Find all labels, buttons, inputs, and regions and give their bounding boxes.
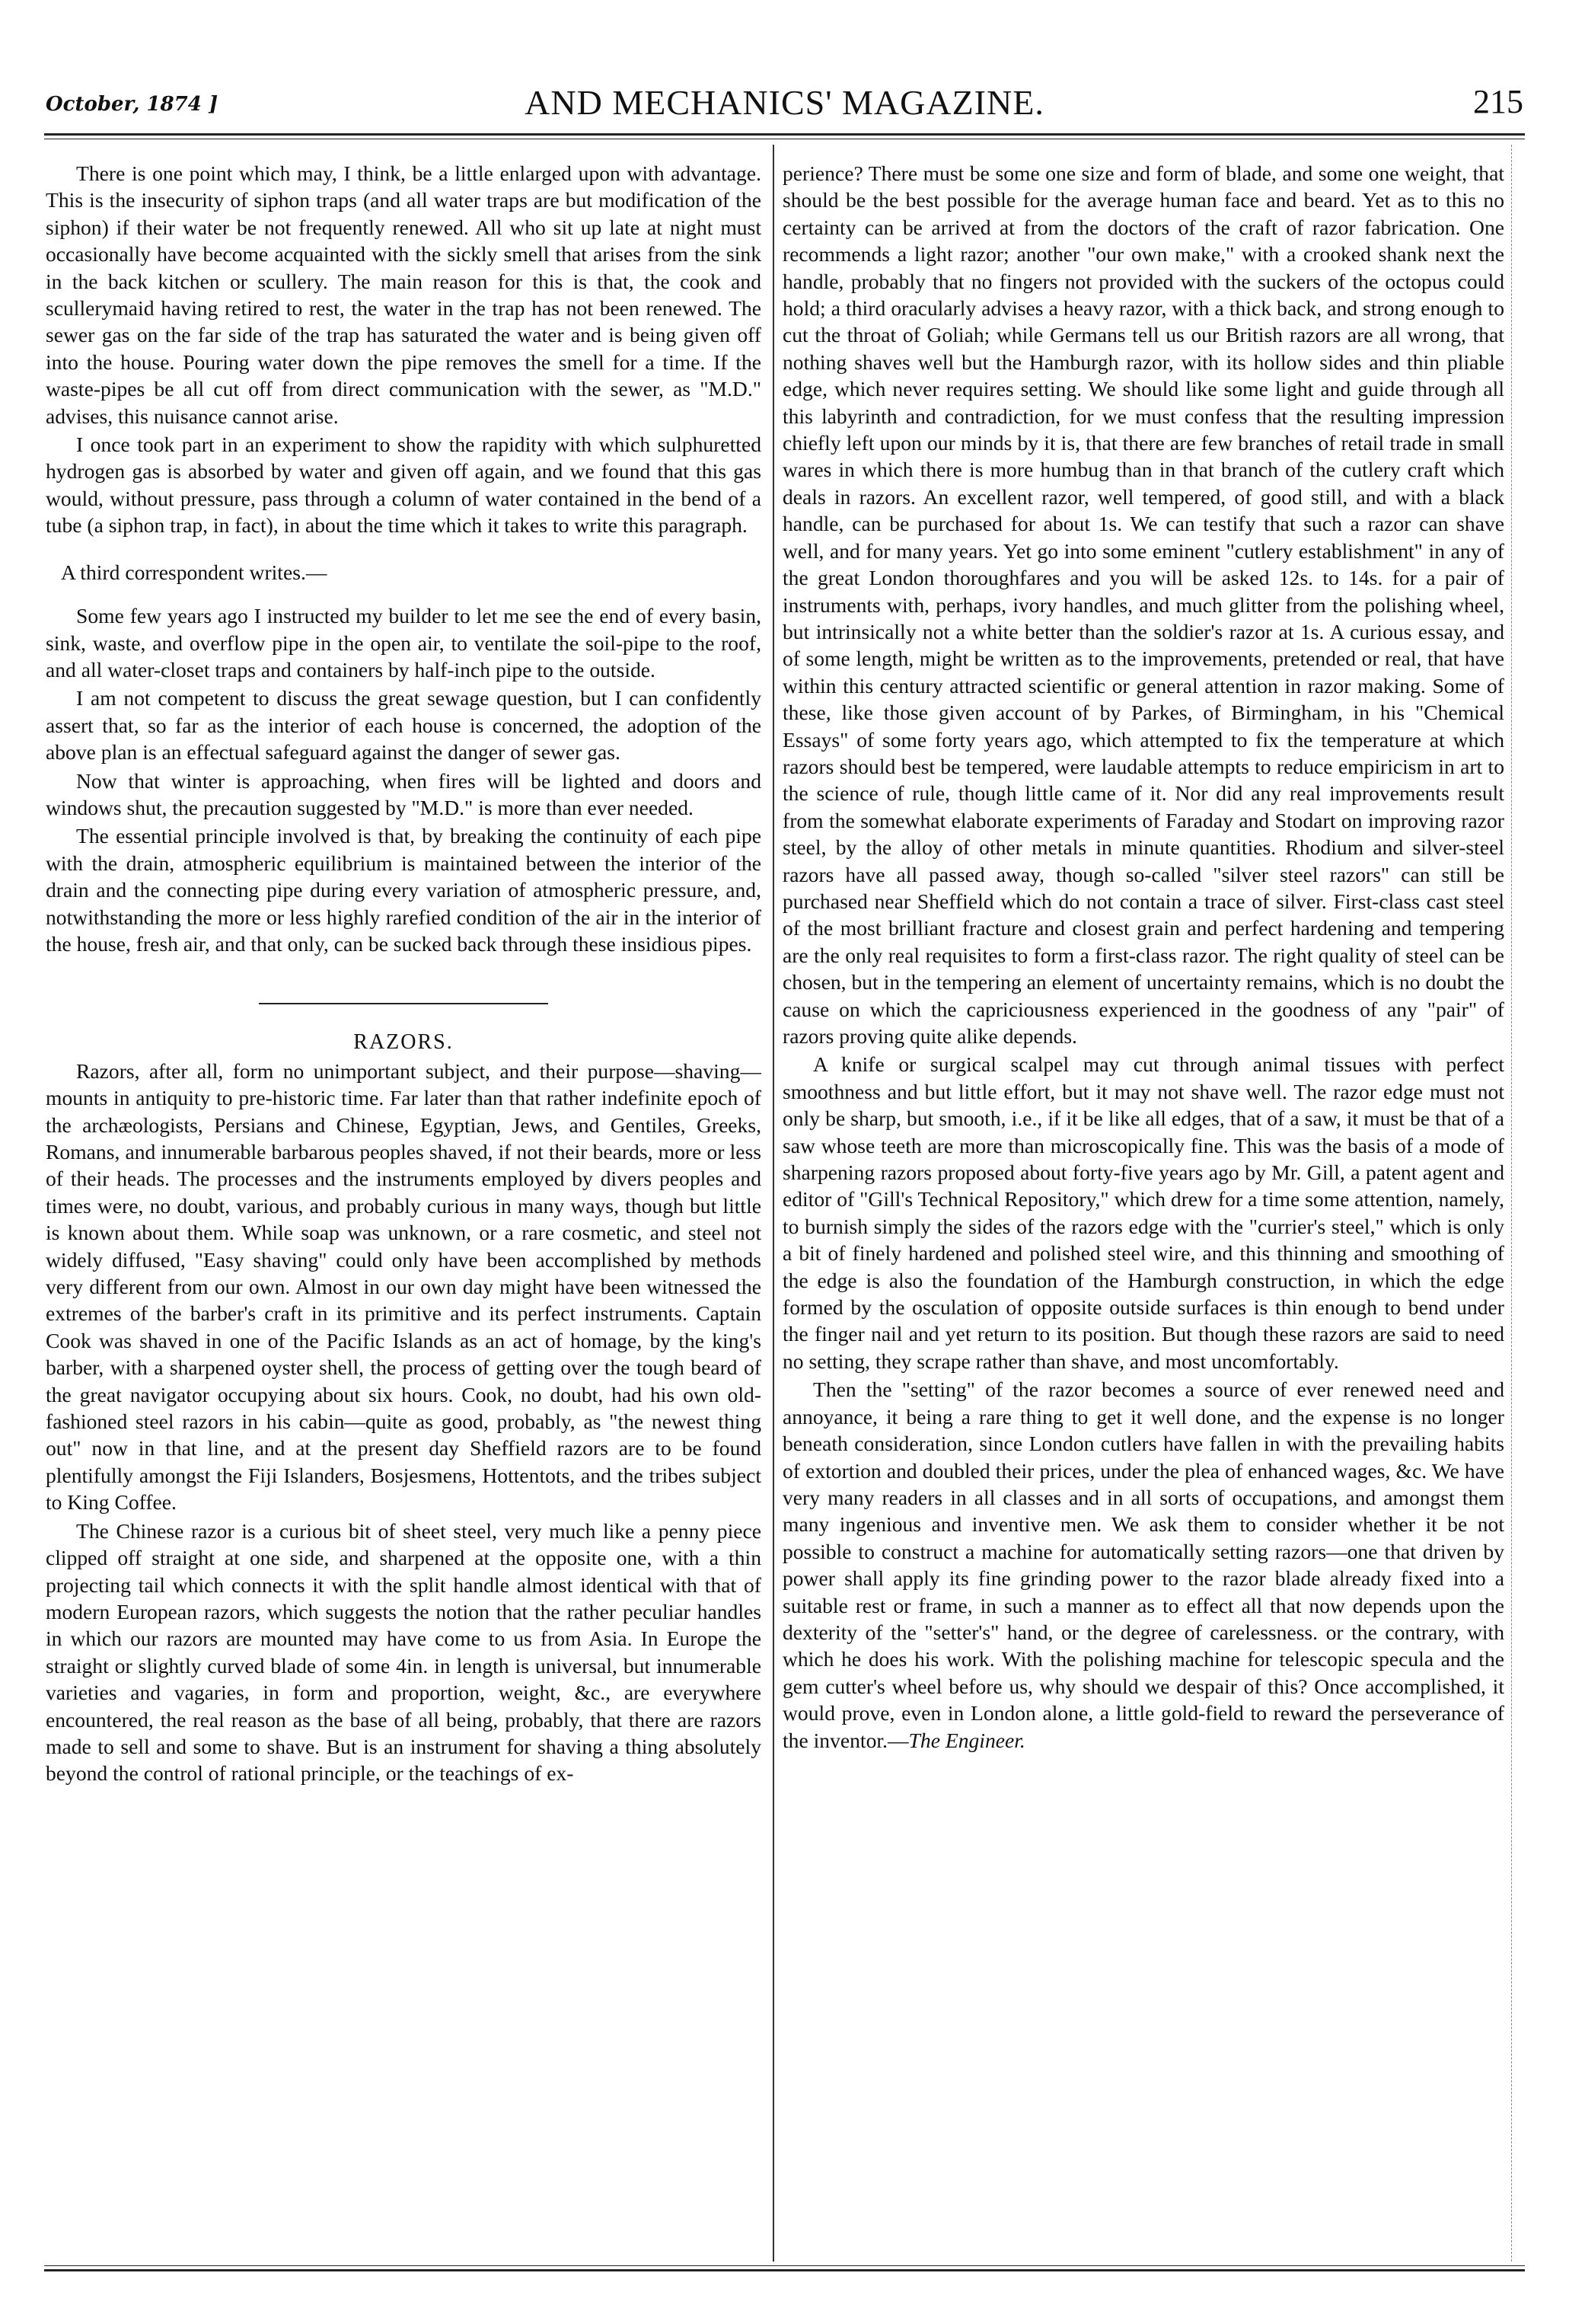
right-margin-rule (1511, 145, 1512, 2262)
paragraph-text: Then the "setting" of the razor becomes a source of ever renewed need and annoyance, it being a rare thing to get it well done, and the expense is no longer beneath consideration, since London cutlers have fallen in with the prevailing habits of extortion and doubled their prices, under the plea of enhanced wages, &c. We have very many readers in all classes and in all sorts of occupations, and amongst them many ingenious and inventive men. We ask them to consider whether it be not possible to construct a machine for automatically setting razors—one that driven by power shall apply its fine grinding power to the razor blade already fixed into a suitable rest or frame, in such a manner as to effect all that now depends upon the dexterity of the "setter's" hand, or the degree of carelessness. or the contrary, with which he does his work. With the polishing machine for telescopic specula and the gem cutter's wheel before us, why should we despair of this? Once accomplished, it would prove, even in London alone, a little gold-field to reward the perseverance of the inventor.— (783, 1377, 1504, 1752)
paragraph (783, 1376, 1504, 1754)
paragraph: perience? There must be some one size and form of blade, and some one weight, that should be the best possible for the average human face and beard. Yet as to this no certainty can be arrived at from the doctors of the craft of razor fabrication. One recommends a light razor; another "our own make," with a crooked shank next the handle, probably that no fingers not provided with the suckers of the octopus could hold; a third oracularly advises a heavy razor, with a thick back, and strong enough to cut the throat of Goliah; while Germans tell us our British razors are all wrong, that nothing shaves well but the Hamburgh razor, with its hollow sides and thin pliable edge, which never requires setting. We should like some light and guide through all this labyrinth and contradiction, for we must confess that the resulting impression chiefly left upon our minds by it is, that there are few branches of retail trade in small wares in which there is more humbug than in that branch of the cutlery craft which deals in razors. An excellent razor, well tempered, of good still, and with a black handle, can be purchased for about 1s. We can testify that such a razor can shave well, and for many years. Yet go into some eminent "cutlery establishment" in any of the great London thoroughfares and you will be asked 12s. to 14s. for a pair of instruments with, perhaps, ivory handles, and much glitter from the polishing wheel, but intrinsically not a white better than the soldier's razor at 1s. A curious essay, and of some length, might be written as to the improvements, pretended or real, that have within this century attracted scientific or general attention in razor making. Some of these, like those given account of by Parkes, of Birmingham, in his "Chemical Essays" of some forty years ago, which attempted to fix the temperature at which razors should best be tempered, were laudable attempts to reduce empiricism in art to the science of rule, though little came of it. Nor did any real improvements result from the somewhat elaborate experiments of Faraday and Stodart on improving razor steel, by the alloy of other metals in minute quantities. Rhodium and silver-steel razors have all passed away, though so-called "silver steel razors" can still be purchased near Sheffield which do not contain a trace of silver. First-class cast steel of the most brilliant fracture and closest grain and perfect hardening and tempering are the only real requisites to form a first-class razor. The right quality of steel can be chosen, but in the tempering an element of uncertainty remains, which is no doubt the cause on which the capriciousness experienced in the goodness of any "pair" of razors proving quite alike depends. (783, 161, 1504, 1048)
paragraph: Some few years ago I instructed my builder to let me see the end of every basin, sink, waste, and overflow pipe in the open air, to ventilate the soil-pipe to the roof, and all water-closet traps and containers by half-inch pipe to the outside. (46, 604, 761, 682)
page-number: 215 (1473, 83, 1523, 120)
bottom-rule (44, 2265, 1525, 2271)
top-rule (44, 133, 1525, 139)
section-title: RAZORS. (353, 1030, 454, 1055)
magazine-title: AND MECHANICS' MAGAZINE. (525, 83, 1044, 122)
section-divider (259, 1003, 548, 1004)
correspondent-intro: A third correspondent writes.— (61, 560, 327, 584)
right-column (783, 160, 1504, 1754)
running-head (46, 76, 1523, 129)
paragraph: Razors, after all, form no unimportant subject, and their purpose—shaving—mounts in antiquity to pre-historic time. Far later than that rather indefinite epoch of the archæologists, Persians and Chinese, Egyptian, Jews, and Gentiles, Greeks, Romans, and innumerable barbarous peoples shaved, if not their beards, more or less of their heads. The processes and the instruments employed by divers peoples and times were, no doubt, various, and probably curious in many ways, though but little is known about them. While soap was unknown, or a rare cosmetic, and steel not widely diffused, "Easy shaving" could only have been accomplished by methods very different from our own. Almost in our own day might have been witnessed the extremes of the barber's craft in its primitive and its perfect instruments. Captain Cook was shaved in one of the Pacific Islands as an act of homage, by the king's barber, with a sharpened oyster shell, the process of getting over the tough beard of the great navigator occupying about six hours. Cook, no doubt, had his own old-fashioned steel razors in his cabin—quite as good, probably, as "the newest thing out" now in that line, and at the present day Sheffield razors are to be found plentifully amongst the Fiji Islanders, Bosjesmens, Hottentots, and the tribes subject to King Coffee. (46, 1058, 761, 1515)
left-column (46, 160, 761, 1787)
issue-date: October, 1874 ] (46, 93, 218, 116)
paragraph: The essential principle involved is that, by breaking the continuity of each pipe with the drain, atmospheric equilibrium is maintained between the interior of the drain and the connecting pipe during every variation of atmospheric pressure, and, notwithstanding the more or less highly rarefied condition of the air in the interior of the house, fresh air, and that only, can be sucked back through these insidious pipes. (46, 824, 761, 956)
paragraph: Now that winter is approaching, when fires will be lighted and doors and windows shut, the precaution suggested by "M.D." is more than ever needed. (46, 768, 761, 819)
paragraph: There is one point which may, I think, be a little enlarged upon with advantage. This is the insecurity of siphon traps (and all water traps are but modification of the siphon) if their water be not frequently renewed. All who sit up late at night must occasionally have become acquainted with the sickly smell that arises from the sink in the back kitchen or scullery. The main reason for this is that, the cook and scullerymaid having retired to rest, the water in the trap has not been renewed. The sewer gas on the far side of the trap has saturated the water and is being given off into the house. Pouring water down the pipe removes the smell for a time. If the waste-pipes be all cut off from direct communication with the sewer, as "M.D." advises, this nuisance cannot arise. (46, 161, 761, 428)
paragraph: A knife or surgical scalpel may cut through animal tissues with perfect smoothness and but little effort, but it may not shave well. The razor edge must not only be sharp, but smooth, i.e., if it be like all edges, that of a saw, it must be that of a saw whose teeth are more than microscopically fine. This was the basis of a mode of sharpening razors proposed about forty-five years ago by Mr. Gill, a patent agent and editor of "Gill's Technical Repository," which drew for a time some attention, namely, to burnish simply the sides of the razors edge with the "currier's steel," which is only a bit of finely hardened and polished steel wire, and this thinning and smoothing of the edge is also the foundation of the Hamburgh construction, in which the edge formed by the osculation of opposite outside surfaces is thin enough to bend under the finger nail and yet return to its position. But though these razors are said to need no setting, they scrape rather than shave, and most uncomfortably. (783, 1052, 1504, 1373)
source-signature: The Engineer. (908, 1728, 1025, 1752)
paragraph: I once took part in an experiment to show the rapidity with which sulphuretted hydrogen gas is absorbed by water and given off again, and we found that this gas would, without pressure, pass through a column of water contained in the bend of a tube (a siphon trap, in fact), in about the time which it takes to write this paragraph. (46, 433, 761, 538)
paragraph: The Chinese razor is a curious bit of sheet steel, very much like a penny piece clipped off straight at one side, and sharpened at the opposite one, with a thin projecting tail which connects it with the split handle almost identical with that of modern European razors, which suggests the notion that the rather peculiar handles in which our razors are mounted may have come to us from Asia. In Europe the straight or slightly curved blade of some 4in. in length is universal, but innumerable varieties and vagaries, in form and proportion, weight, &c., are everywhere encountered, the real reason as the base of all being, probably, that there are razors made to sell and some to shave. But is an instrument for shaving a thing absolutely beyond the control of rational principle, or the teachings of ex- (46, 1518, 761, 1786)
paragraph: I am not competent to discuss the great sewage question, but I can confidently assert that, so far as the interior of each house is concerned, the adoption of the above plan is an effectual safeguard against the danger of sewer gas. (46, 686, 761, 765)
column-divider (773, 145, 774, 2262)
